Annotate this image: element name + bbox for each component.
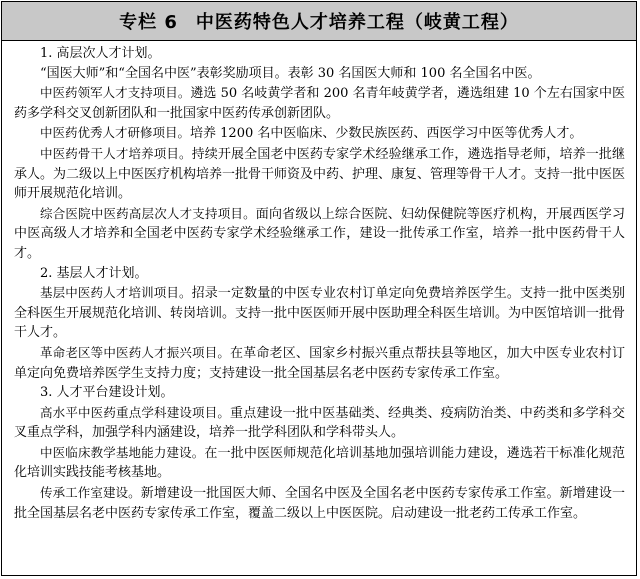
column-title-bar (2, 2, 636, 41)
paragraph-general-hospital-talent: 综合医院中医药高层次人才支持项目。面向省级以上综合医院、妇幼保健院等医疗机构，开展西医学习中医高级人才培养和全国老中医药专家学术经验继承工作，建设一批传承工作室，培养一批中医药骨干人才。 (14, 205, 625, 261)
heading-platform-building: 3. 人才平台建设计划。 (40, 385, 174, 401)
paragraph-excellent-talent: 中医药优秀人才研修项目。培养 1200 名中医临床、少数民族医药、西医学习中医等优秀人才。 (40, 125, 583, 142)
heading-grassroots-talent: 2. 基层人才计划。 (40, 265, 148, 281)
paragraph-inheritance-studios: 传承工作室建设。新增建设一批国医大师、全国名中医及全国名老中医药专家传承工作室。新增建设一批全国基层名老中医药专家传承工作室，覆盖二级以上中医医院。启动建设一批老药工传承工作室。 (14, 485, 625, 521)
paragraph-revolutionary-areas: 革命老区等中医药人才振兴项目。在革命老区、国家乡村振兴重点帮扶县等地区，加大中医专业农村订单定向免费培养医学生支持力度；支持建设一批全国基层名老中医药专家传承工作室。 (14, 344, 625, 381)
paragraph-key-disciplines: 高水平中医药重点学科建设项目。重点建设一批中医基础类、经典类、疫病防治类、中药类和多学科交叉重点学科，加强学科内涵建设，培养一批学科团队和学科带头人。 (14, 404, 625, 441)
paragraph-backbone-talent: 中医药骨干人才培养项目。持续开展全国老中医药专家学术经验继承工作，遴选指导老师，培养一批继承人。为二级以上中医医疗机构培养一批骨干师资及中药、护理、康复、管理等骨干人才。支持一批中医医师开展规范化培训。 (14, 145, 626, 202)
paragraph-grassroots-training: 基层中医药人才培训项目。招录一定数量的中医专业农村订单定向免费培养医学生。支持一批中医类别全科医生开展规范化培训、转岗培训。支持一批中医医师开展中医助理全科医生培训。为中医馆培训一批骨干人才。 (14, 285, 626, 341)
column-title: 中医药特色人才培养工程（岐黄工程） (195, 12, 519, 33)
column-number: 专栏 6 (119, 12, 178, 33)
paragraph-national-masters-award: “国医大师”和“全国名中医”表彰奖励项目。表彰 30 名国医大师和 100 名全国名中医。 (40, 65, 541, 81)
column-content (2, 41, 636, 523)
heading-high-level-talent: 1. 高层次人才计划。 (40, 46, 161, 61)
paragraph-leading-talent: 中医药领军人才支持项目。遴选 50 名岐黄学者和 200 名青年岐黄学者，遴选组建 10 个左右国家中医药多学科交叉创新团队和一批国家中医药传承创新团队。 (14, 85, 625, 121)
column-box (1, 1, 637, 576)
paragraph-clinical-teaching-base: 中医临床教学基地能力建设。在一批中医医师规范化培训基地加强培训能力建设，遴选若干标准化规范化培训实践技能考核基地。 (14, 444, 625, 481)
